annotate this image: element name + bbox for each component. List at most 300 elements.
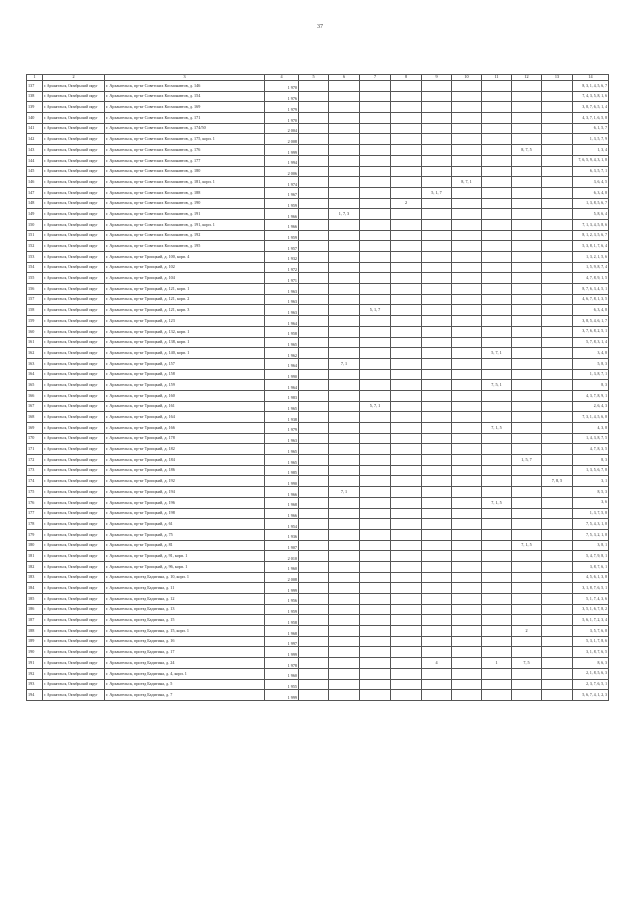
row-number-cell: 187 [27, 615, 43, 626]
col7-cell [360, 102, 391, 113]
col5-cell [299, 690, 329, 701]
table-row [27, 561, 609, 572]
col7-cell: 5, 1, 7 [360, 305, 391, 316]
col10-cell [452, 369, 482, 380]
col6-cell [329, 668, 360, 679]
col6-cell [329, 540, 360, 551]
col8-cell [391, 187, 422, 198]
col13-cell [542, 305, 573, 316]
table-row [27, 679, 609, 690]
col12-cell [512, 337, 542, 348]
year-cell: 1 956 [265, 594, 299, 605]
col8-cell [391, 508, 422, 519]
col8-cell [391, 219, 422, 230]
year-cell: 1 959 [265, 230, 299, 241]
col10-cell [452, 209, 482, 220]
year-cell: 1 970 [265, 81, 299, 92]
address-cell: г. Архангельск, пр-кт Советских Космонавтов, д. 188 [105, 187, 265, 198]
col12-cell [512, 348, 542, 359]
col8-cell [391, 113, 422, 124]
row-number-cell: 191 [27, 658, 43, 669]
col8-cell [391, 390, 422, 401]
district-cell: г. Архангельск, Октябрьский округ [43, 187, 105, 198]
year-cell: 1 965 [265, 444, 299, 455]
col5-cell [299, 155, 329, 166]
year-cell: 1 968 [265, 626, 299, 637]
row-number-cell: 159 [27, 316, 43, 327]
col14-cell: 4, 3, 8 [573, 423, 609, 434]
col7-cell [360, 508, 391, 519]
col10-cell [452, 519, 482, 530]
col7-cell [360, 476, 391, 487]
row-number-cell: 171 [27, 444, 43, 455]
col13-cell [542, 369, 573, 380]
col8-cell [391, 647, 422, 658]
row-number-cell: 185 [27, 594, 43, 605]
address-cell: г. Архангельск, проезд Бадигина, д. 4, корп. 1 [105, 668, 265, 679]
col9-cell [422, 230, 452, 241]
year-cell: 1 963 [265, 284, 299, 295]
row-number-cell: 155 [27, 273, 43, 284]
year-cell: 1 999 [265, 647, 299, 658]
row-number-cell: 146 [27, 177, 43, 188]
col11-cell [482, 465, 512, 476]
row-number-cell: 175 [27, 487, 43, 498]
table-row [27, 316, 609, 327]
row-number-cell: 147 [27, 187, 43, 198]
col12-cell [512, 690, 542, 701]
col7-cell [360, 262, 391, 273]
year-cell: 1 974 [265, 177, 299, 188]
table-row [27, 284, 609, 295]
col6-cell [329, 187, 360, 198]
row-number-cell: 165 [27, 380, 43, 391]
col5-cell [299, 583, 329, 594]
col9-cell [422, 668, 452, 679]
col6-cell [329, 177, 360, 188]
col9-cell [422, 252, 452, 263]
col13-cell [542, 155, 573, 166]
row-number-cell: 157 [27, 294, 43, 305]
address-cell: г. Архангельск, пр-кт Советских Космонавтов, д. 175, корп. 1 [105, 134, 265, 145]
col7-cell [360, 636, 391, 647]
col5-cell [299, 476, 329, 487]
col14-cell: 7, 1, 3, 4, 5, 8, 6 [573, 219, 609, 230]
table-row [27, 658, 609, 669]
col14-cell: 8, 5, 3 [573, 487, 609, 498]
year-cell: 2 008 [265, 134, 299, 145]
col12-cell [512, 519, 542, 530]
table-row [27, 230, 609, 241]
district-cell: г. Архангельск, Октябрьский округ [43, 679, 105, 690]
col6-cell [329, 626, 360, 637]
table-row [27, 369, 609, 380]
col12-cell [512, 284, 542, 295]
year-cell: 1 957 [265, 241, 299, 252]
district-cell: г. Архангельск, Октябрьский округ [43, 401, 105, 412]
district-cell: г. Архангельск, Октябрьский округ [43, 668, 105, 679]
col13-cell [542, 102, 573, 113]
col13-cell [542, 423, 573, 434]
col14-cell: 7, 6, 5, 9, 4, 3, 1, 8 [573, 155, 609, 166]
table-row [27, 465, 609, 476]
col5-cell [299, 81, 329, 92]
table-row [27, 390, 609, 401]
col11-cell [482, 209, 512, 220]
col8-cell [391, 444, 422, 455]
district-cell: г. Архангельск, Октябрьский округ [43, 529, 105, 540]
table-row [27, 209, 609, 220]
col14-cell: 3, 1, 8, 7, 6, 5, 1 [573, 583, 609, 594]
col11-cell [482, 230, 512, 241]
col11-cell [482, 316, 512, 327]
district-cell: г. Архангельск, Октябрьский округ [43, 444, 105, 455]
row-number-cell: 154 [27, 262, 43, 273]
year-cell: 1 970 [265, 113, 299, 124]
col6-cell [329, 252, 360, 263]
col11-cell [482, 262, 512, 273]
col11-cell: 5, 7, 1 [482, 348, 512, 359]
district-cell: г. Архангельск, Октябрьский округ [43, 348, 105, 359]
col9-cell [422, 145, 452, 156]
col5-cell [299, 241, 329, 252]
col11-cell [482, 476, 512, 487]
col14-cell: 7, 5, 3, 2, 1, 8 [573, 529, 609, 540]
row-number-cell: 183 [27, 572, 43, 583]
column-header-2: 2 [43, 75, 105, 81]
row-number-cell: 142 [27, 134, 43, 145]
col7-cell [360, 198, 391, 209]
address-cell: г. Архангельск, проезд Бадигина, д. 17 [105, 647, 265, 658]
column-header-14: 14 [573, 75, 609, 81]
col14-cell: 8, 3, 1, 4, 5, 6, 7 [573, 81, 609, 92]
col9-cell [422, 615, 452, 626]
col9-cell [422, 476, 452, 487]
year-cell: 1 979 [265, 102, 299, 113]
table-row [27, 348, 609, 359]
col8-cell [391, 284, 422, 295]
year-cell: 2 008 [265, 572, 299, 583]
col6-cell [329, 145, 360, 156]
col5-cell [299, 102, 329, 113]
address-cell: г. Архангельск, пр-кт Троицкий, д. 138, корп. 1 [105, 337, 265, 348]
year-cell: 1 999 [265, 690, 299, 701]
col7-cell [360, 241, 391, 252]
col8-cell [391, 626, 422, 637]
table-row [27, 433, 609, 444]
address-cell: г. Архангельск, проезд Бадигина, д. 10, корп. 1 [105, 572, 265, 583]
col13-cell [542, 380, 573, 391]
col11-cell: 7, 1, 5 [482, 497, 512, 508]
page-number: 37 [317, 24, 323, 30]
col5-cell [299, 273, 329, 284]
row-number-cell: 178 [27, 519, 43, 530]
col11-cell [482, 626, 512, 637]
col13-cell [542, 679, 573, 690]
district-cell: г. Архангельск, Октябрьский округ [43, 615, 105, 626]
col6-cell [329, 455, 360, 466]
row-number-cell: 169 [27, 423, 43, 434]
col13-cell [542, 230, 573, 241]
col14-cell: 3, 1 [573, 476, 609, 487]
col6-cell [329, 284, 360, 295]
col9-cell [422, 326, 452, 337]
col13-cell [542, 636, 573, 647]
col6-cell [329, 604, 360, 615]
col10-cell [452, 390, 482, 401]
col12-cell [512, 412, 542, 423]
year-cell: 2 004 [265, 123, 299, 134]
col11-cell [482, 508, 512, 519]
col10-cell [452, 690, 482, 701]
col5-cell [299, 219, 329, 230]
col10-cell [452, 91, 482, 102]
table-body [27, 81, 609, 701]
col12-cell [512, 401, 542, 412]
row-number-cell: 143 [27, 145, 43, 156]
col13-cell [542, 583, 573, 594]
column-header-4: 4 [265, 75, 299, 81]
col12-cell [512, 294, 542, 305]
col14-cell: 5, 8, 6, 4 [573, 209, 609, 220]
year-cell: 1 983 [265, 390, 299, 401]
col11-cell [482, 91, 512, 102]
address-cell: г. Архангельск, пр-кт Советских Космонавтов, д. 169 [105, 102, 265, 113]
col12-cell [512, 615, 542, 626]
row-number-cell: 150 [27, 219, 43, 230]
col8-cell [391, 572, 422, 583]
col14-cell: 5, 6, 7, 4, 1, 2, 3 [573, 690, 609, 701]
address-cell: г. Архангельск, пр-кт Советских Космонавтов, д. 191, корп. 1 [105, 219, 265, 230]
col14-cell: 3, 6 [573, 497, 609, 508]
row-number-cell: 173 [27, 465, 43, 476]
col10-cell [452, 540, 482, 551]
address-cell: г. Архангельск, пр-кт Советских Космонавтов, д. 177 [105, 155, 265, 166]
year-cell: 1 966 [265, 487, 299, 498]
col9-cell [422, 81, 452, 92]
col12-cell: 2 [512, 626, 542, 637]
col7-cell [360, 604, 391, 615]
col8-cell [391, 540, 422, 551]
table-row [27, 423, 609, 434]
col11-cell [482, 668, 512, 679]
column-header-1: 1 [27, 75, 43, 81]
col11-cell [482, 583, 512, 594]
col12-cell [512, 91, 542, 102]
col6-cell [329, 134, 360, 145]
address-cell: г. Архангельск, пр-кт Троицкий, д. 100, корп. 4 [105, 252, 265, 263]
col10-cell [452, 551, 482, 562]
row-number-cell: 156 [27, 284, 43, 295]
col11-cell [482, 113, 512, 124]
col12-cell [512, 390, 542, 401]
col6-cell [329, 102, 360, 113]
col7-cell [360, 679, 391, 690]
address-cell: г. Архангельск, проезд Бадигина, д. 5 [105, 679, 265, 690]
col5-cell [299, 134, 329, 145]
table-row [27, 540, 609, 551]
column-header-5: 5 [299, 75, 329, 81]
col8-cell [391, 241, 422, 252]
year-cell: 1 960 [265, 668, 299, 679]
col13-cell [542, 284, 573, 295]
col8-cell [391, 529, 422, 540]
col13-cell [542, 123, 573, 134]
col8-cell [391, 134, 422, 145]
col13-cell [542, 594, 573, 605]
col11-cell [482, 294, 512, 305]
col7-cell [360, 433, 391, 444]
col13-cell [542, 626, 573, 637]
row-number-cell: 145 [27, 166, 43, 177]
col8-cell [391, 91, 422, 102]
col12-cell [512, 123, 542, 134]
col5-cell [299, 540, 329, 551]
col9-cell [422, 273, 452, 284]
col14-cell: 3, 4, 8 [573, 348, 609, 359]
col8-cell [391, 423, 422, 434]
col14-cell: 5, 3, 8, 1, 7, 6, 4 [573, 241, 609, 252]
address-cell: г. Архангельск, пр-кт Троицкий, д. 194 [105, 487, 265, 498]
district-cell: г. Архангельск, Октябрьский округ [43, 134, 105, 145]
col6-cell [329, 658, 360, 669]
table-row [27, 273, 609, 284]
col8-cell [391, 658, 422, 669]
year-cell: 2 006 [265, 166, 299, 177]
col14-cell: 7, 3, 1, 4, 5, 6, 8 [573, 412, 609, 423]
table-row [27, 337, 609, 348]
district-cell: г. Архангельск, Октябрьский округ [43, 155, 105, 166]
col5-cell [299, 187, 329, 198]
col8-cell [391, 668, 422, 679]
table-row [27, 380, 609, 391]
col13-cell [542, 348, 573, 359]
col8-cell [391, 145, 422, 156]
col10-cell [452, 166, 482, 177]
col13-cell [542, 690, 573, 701]
row-number-cell: 160 [27, 326, 43, 337]
col5-cell [299, 262, 329, 273]
year-cell: 1 964 [265, 316, 299, 327]
col11-cell [482, 358, 512, 369]
col6-cell [329, 572, 360, 583]
col7-cell [360, 583, 391, 594]
district-cell: г. Архангельск, Октябрьский округ [43, 252, 105, 263]
address-cell: г. Архангельск, пр-кт Советских Космонавтов, д. 195 [105, 241, 265, 252]
col9-cell [422, 604, 452, 615]
col5-cell [299, 316, 329, 327]
col8-cell [391, 177, 422, 188]
district-cell: г. Архангельск, Октябрьский округ [43, 561, 105, 572]
year-cell: 1 958 [265, 326, 299, 337]
col8-cell [391, 433, 422, 444]
col13-cell [542, 604, 573, 615]
address-cell: г. Архангельск, пр-кт Советских Космонавтов, д. 171 [105, 113, 265, 124]
col7-cell [360, 519, 391, 530]
col7-cell [360, 369, 391, 380]
col12-cell [512, 497, 542, 508]
row-number-cell: 186 [27, 604, 43, 615]
col7-cell [360, 358, 391, 369]
year-cell: 1 985 [265, 465, 299, 476]
col9-cell [422, 155, 452, 166]
col5-cell [299, 615, 329, 626]
col9-cell [422, 444, 452, 455]
col5-cell [299, 423, 329, 434]
col14-cell: 1, 5, 9, 8, 7, 4 [573, 262, 609, 273]
col5-cell [299, 519, 329, 530]
col13-cell [542, 465, 573, 476]
col8-cell [391, 81, 422, 92]
year-cell: 1 976 [265, 91, 299, 102]
col5-cell [299, 284, 329, 295]
row-number-cell: 193 [27, 679, 43, 690]
col11-cell: 7, 1, 5 [482, 423, 512, 434]
year-cell: 1 932 [265, 252, 299, 263]
col9-cell [422, 262, 452, 273]
col13-cell: 7, 8, 5 [542, 476, 573, 487]
col10-cell [452, 305, 482, 316]
col10-cell [452, 679, 482, 690]
col6-cell [329, 326, 360, 337]
col6-cell [329, 423, 360, 434]
col10-cell [452, 294, 482, 305]
col8-cell [391, 380, 422, 391]
col5-cell [299, 455, 329, 466]
address-cell: г. Архангельск, пр-кт Троицкий, д. 198 [105, 508, 265, 519]
col7-cell [360, 91, 391, 102]
row-number-cell: 139 [27, 102, 43, 113]
col13-cell [542, 187, 573, 198]
col10-cell [452, 219, 482, 230]
col12-cell [512, 187, 542, 198]
col12-cell [512, 134, 542, 145]
col14-cell: 6, 3, 4, 8 [573, 187, 609, 198]
col11-cell [482, 166, 512, 177]
col9-cell [422, 455, 452, 466]
col11-cell [482, 187, 512, 198]
district-cell: г. Архангельск, Октябрьский округ [43, 636, 105, 647]
col6-cell: 7, 1 [329, 487, 360, 498]
district-cell: г. Архангельск, Октябрьский округ [43, 145, 105, 156]
col13-cell [542, 113, 573, 124]
col13-cell [542, 209, 573, 220]
table-row [27, 81, 609, 92]
col9-cell [422, 358, 452, 369]
col8-cell: 2 [391, 198, 422, 209]
row-number-cell: 190 [27, 647, 43, 658]
district-cell: г. Архангельск, Октябрьский округ [43, 476, 105, 487]
year-cell: 1 990 [265, 369, 299, 380]
address-cell: г. Архангельск, пр-кт Советских Космонавтов, д. 190 [105, 198, 265, 209]
year-cell: 1 968 [265, 497, 299, 508]
col5-cell [299, 305, 329, 316]
table-row [27, 615, 609, 626]
col10-cell [452, 658, 482, 669]
col13-cell [542, 658, 573, 669]
table-row [27, 198, 609, 209]
address-cell: г. Архангельск, пр-кт Троицкий, д. 161 [105, 401, 265, 412]
col13-cell [542, 81, 573, 92]
col5-cell [299, 444, 329, 455]
row-number-cell: 174 [27, 476, 43, 487]
col8-cell [391, 166, 422, 177]
col13-cell [542, 551, 573, 562]
column-header-3: 3 [105, 75, 265, 81]
col12-cell [512, 487, 542, 498]
col7-cell [360, 455, 391, 466]
row-number-cell: 189 [27, 636, 43, 647]
